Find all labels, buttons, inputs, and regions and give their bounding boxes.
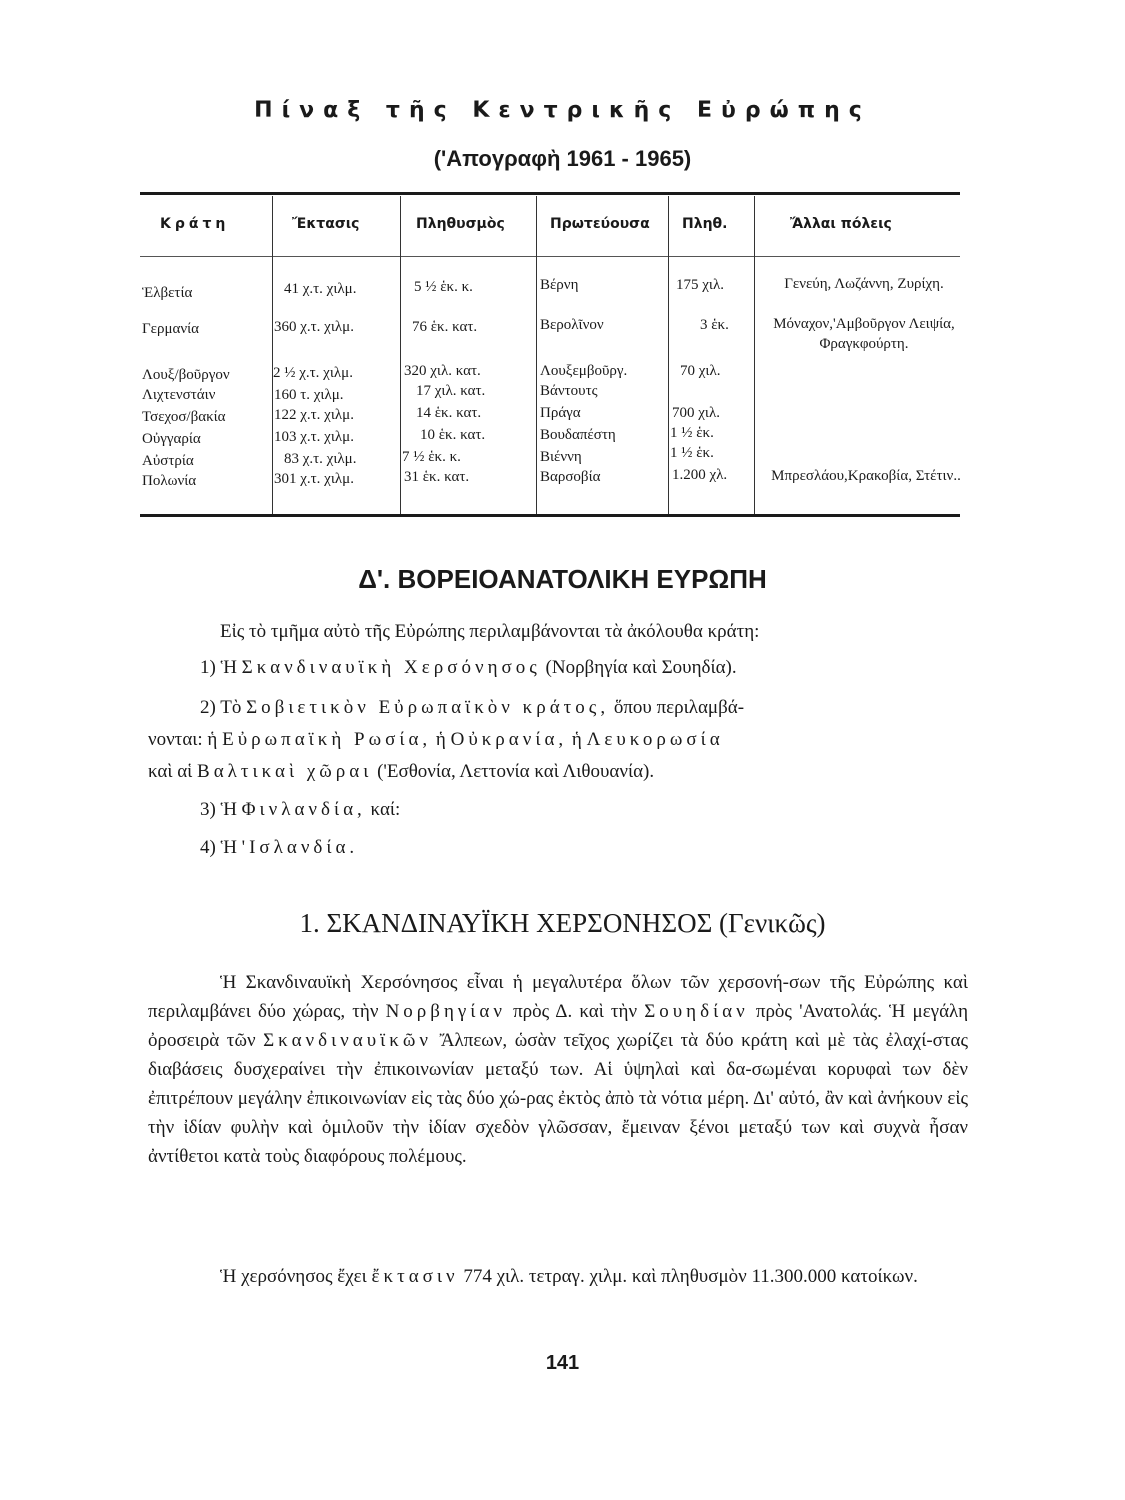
column-divider — [400, 196, 401, 514]
table-cell-population: 14 ἑκ. κατ. — [416, 405, 482, 421]
table-cell-area: 122 χ.τ. χιλμ. — [274, 407, 354, 423]
spaced-term: Νορβηγίαν — [385, 1001, 506, 1022]
table-cell-population: 7 ½ ἑκ. κ. — [402, 449, 461, 465]
table-cell-state: Λουξ/βοῦργον — [142, 367, 230, 383]
table-cell-capital: Βερολῖνον — [540, 317, 604, 333]
text-fragment: νονται: ἡ — [148, 729, 218, 750]
section-heading: Δ'. ΒΟΡΕΙΟΑΝΑΤΟΛΙΚΗ ΕΥΡΩΠΗ — [358, 564, 767, 594]
table-cell-area: 160 τ. χιλμ. — [274, 387, 344, 403]
spaced-term: Σκανδιναυϊκῶν — [263, 1030, 432, 1051]
list-item-4 — [200, 836, 358, 860]
spaced-term: Οὐκρανία, — [450, 729, 568, 750]
text-fragment: 774 χιλ. τετραγ. χιλμ. καὶ πληθυσμὸν 11.300.000 κατοίκων. — [463, 1266, 918, 1287]
table-bottom-rule — [140, 514, 960, 517]
table-cell-population: 320 χιλ. κατ. — [404, 363, 481, 379]
table-cell-state: Οὐγγαρία — [142, 431, 201, 447]
table-cell-capital: Βάντουτς — [540, 383, 598, 399]
table-cell-population: 5 ½ ἑκ. κ. — [414, 279, 473, 295]
table-cell-capital: Βέρνη — [540, 277, 579, 293]
column-divider — [754, 196, 755, 514]
text-fragment: καὶ αἱ — [148, 761, 193, 782]
text-fragment: ἡ — [571, 729, 582, 750]
table-header-cap-pop: Πληθ. — [682, 216, 728, 232]
spaced-term: Βαλτικαὶ χῶραι — [197, 761, 373, 782]
spaced-term: Σουηδίαν — [644, 1001, 749, 1022]
list-item-2-number: 2) Τὸ — [200, 697, 242, 718]
body-paragraph-1 — [148, 968, 968, 1171]
column-divider — [272, 196, 273, 514]
table-cell-state: Αὐστρία — [142, 453, 194, 469]
list-item-1-term: Σκανδιναυϊκὴ Χερσόνησος — [241, 657, 541, 678]
list-item-4-number: 4) Ἡ — [200, 837, 237, 858]
table-cell-state: Γερμανία — [142, 321, 200, 337]
text-fragment: ἡ — [435, 729, 446, 750]
table-cell-capital: Λουξεμβοῦργ. — [540, 363, 628, 379]
table-cell-cap-pop: 3 ἑκ. — [700, 317, 729, 333]
body-paragraph-2 — [148, 1262, 968, 1291]
table-cell-other-cities: Γενεύη, Λωζάννη, Ζυρίχη. — [784, 276, 944, 292]
table-cell-capital: Βουδαπέστη — [540, 427, 616, 443]
table-cell-area: 2 ½ χ.τ. χιλμ. — [273, 365, 353, 381]
table-header-rule — [140, 256, 960, 257]
table-cell-population: 10 ἑκ. κατ. — [420, 427, 486, 443]
table-header-capital: Πρωτεύουσα — [550, 216, 650, 232]
table-header-states: Κράτη — [160, 216, 230, 232]
spaced-term: Λευκορωσία — [586, 729, 724, 750]
table-cell-population: 31 ἑκ. κατ. — [404, 469, 470, 485]
list-item-1-rest: (Νορβηγία καὶ Σουηδία). — [545, 657, 737, 678]
column-divider — [536, 196, 537, 514]
table-cell-other-cities: Μπρεσλάου,Κρακοβία, Στέτιν.. — [771, 468, 961, 484]
table-cell-capital: Βαρσοβία — [540, 469, 601, 485]
table-cell-cap-pop: 175 χιλ. — [676, 277, 724, 293]
text-fragment: πρὸς Δ. καὶ τὴν — [513, 1001, 638, 1022]
table-cell-area: 301 χ.τ. χιλμ. — [274, 471, 354, 487]
table-cell-area: 360 χ.τ. χιλμ. — [274, 319, 354, 335]
table-header-population: Πληθυσμὸς — [416, 216, 505, 232]
table-header-area: Ἔκτασις — [292, 216, 360, 232]
list-item-3-term: Φινλανδία, — [241, 799, 366, 820]
table-cell-state: Τσεχοσ/βακία — [142, 409, 226, 425]
table-cell-capital: Πράγα — [540, 405, 581, 421]
table-cell-state: Ἑλβετία — [142, 285, 193, 301]
spaced-term: ἔκτασιν — [371, 1266, 459, 1287]
table-cell-other-cities: Μόναχον,'Αμβοῦργον Λειψία, Φραγκφούρτη. — [773, 316, 955, 352]
list-item-2-term: Σοβιετικὸν Εὐρωπαϊκὸν κράτος, — [246, 697, 610, 718]
list-item-3-number: 3) Ἡ — [200, 799, 237, 820]
table-cell-population: 76 ἑκ. κατ. — [412, 319, 478, 335]
list-item-1 — [200, 656, 737, 680]
table-header-other-cities: Ἄλλαι πόλεις — [790, 216, 892, 232]
list-item-3-rest: καί: — [370, 799, 401, 820]
subsection-heading: 1. ΣΚΑΝΔΙΝΑΥΪΚΗ ΧΕΡΣΟΝΗΣΟΣ (Γενικῶς) — [299, 908, 826, 938]
table-cell-cap-pop: 1 ½ ἑκ. — [670, 425, 714, 441]
table-cell-state: Πολωνία — [142, 473, 197, 489]
spaced-term: Εὐρωπαϊκὴ Ρωσία, — [222, 729, 432, 750]
table-top-rule — [140, 192, 960, 195]
table-subtitle: ('Απογραφὴ 1961 - 1965) — [433, 146, 692, 171]
table-cell-cap-pop: 700 χιλ. — [672, 405, 720, 421]
text-fragment: Ἄλπεων, ὡσὰν τεῖχος χωρίζει τὰ δύο κράτη καὶ μὲ τὰς ἐλαχί-στας διαβάσεις δυσχεραίνει τὴν ἐπικοινωνίαν μεταξύ των. Αἱ ὑψηλαὶ καὶ δα-σωμέναι κορυφαὶ των δὲν ἐπιτρέπουν μεγάλην ἐπικοινωνίαν εἰς τὰς δύο χώ-ρας ἐκτὸς ἀπὸ τὰ νότια μέρη. Δι' αὐτό, ἂν καὶ ἀνήκουν εἰς τὴν ἰδίαν φυλὴν καὶ ὁμιλοῦν τὴν ἰδίαν σχεδὸν γλῶσσαν, ἔμειναν ξένοι μεταξύ των καὶ συχνὰ ἦσαν ἀντίθετοι κατὰ τοὺς διαφόρους πολέμους. — [148, 1030, 969, 1167]
text-fragment: Ἡ χερσόνησος ἔχει — [220, 1266, 367, 1287]
list-item-2-rest: ὅπου περιλαμβά- — [613, 697, 745, 718]
table-cell-cap-pop: 1 ½ ἑκ. — [670, 445, 714, 461]
text-fragment: Ἡ Σκανδιναυϊκὴ Χερσόνησος εἶναι ἡ μεγαλυτέρα ὅλων τῶν χερσονή-σων τῆς Εὐρώπης καὶ περιλαμβάνει δύο χώρας, τὴν — [148, 972, 968, 1022]
text-fragment: ('Εσθονία, Λεττονία καὶ Λιθουανία). — [377, 761, 655, 782]
column-divider — [668, 196, 669, 514]
list-item-4-term: 'Ισλανδία. — [241, 837, 359, 858]
page-number: 141 — [545, 1352, 580, 1374]
list-item-2-line-3 — [148, 760, 654, 784]
section-intro: Εἰς τὸ τμῆμα αὐτὸ τῆς Εὐρώπης περιλαμβάνονται τὰ ἀκόλουθα κράτη: — [220, 621, 760, 642]
table-cell-capital: Βιέννη — [540, 449, 582, 465]
text-fragment: πρὸς 'Ανατολάς. Ἡ μεγάλη ὀροσειρὰ τῶν — [148, 1001, 969, 1051]
table-cell-state: Λιχτενστάιν — [142, 387, 216, 403]
table-cell-area: 103 χ.τ. χιλμ. — [274, 429, 354, 445]
list-item-3 — [200, 798, 400, 822]
table-cell-area: 83 χ.τ. χιλμ. — [284, 451, 357, 467]
table-cell-cap-pop: 70 χιλ. — [680, 363, 721, 379]
table-cell-area: 41 χ.τ. χιλμ. — [284, 281, 357, 297]
list-item-2-line-1 — [200, 696, 744, 720]
table-title: Πίναξ τῆς Κεντρικῆς Εὐρώπης — [254, 98, 871, 123]
table-cell-population: 17 χιλ. κατ. — [416, 383, 486, 399]
list-item-1-number: 1) Ἡ — [200, 657, 237, 678]
table-cell-cap-pop: 1.200 χλ. — [672, 467, 728, 483]
list-item-2-line-2 — [148, 728, 724, 752]
